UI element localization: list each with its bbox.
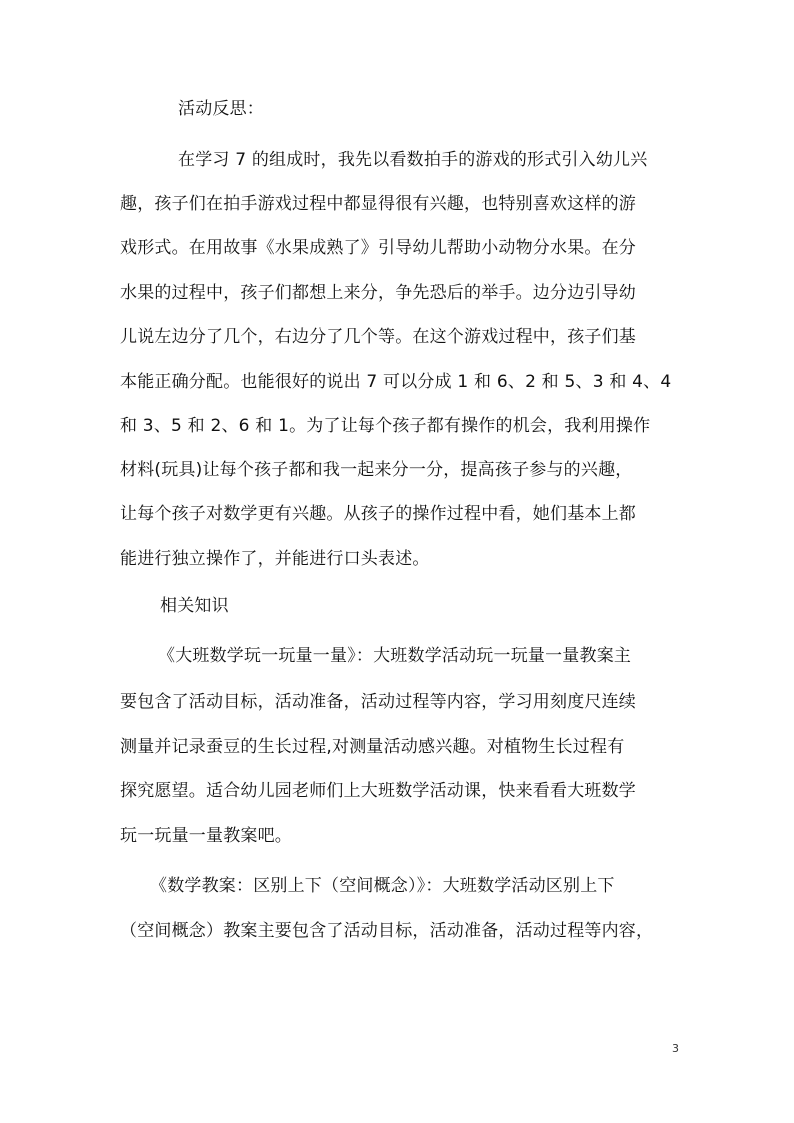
text-line: 材料(玩具)让每个孩子都和我一起来分一分，提高孩子参与的兴趣，	[120, 460, 633, 480]
text-line: 《大班数学玩一玩量一量》：大班数学活动玩一玩量一量教案主	[158, 646, 632, 666]
text-line: 水果的过程中，孩子们都想上来分，争先恐后的举手。边分边引导幼	[120, 283, 636, 303]
text-line: 本能正确分配。也能很好的说出 7 可以分成 1 和 6、2 和 5、3 和 4、4	[120, 372, 672, 392]
text-line: 儿说左边分了几个，右边分了几个等。在这个游戏过程中，孩子们基	[120, 327, 636, 347]
text-line: （空间概念）教案主要包含了活动目标，活动准备，活动过程等内容，	[120, 921, 654, 941]
text-line: 在学习 7 的组成时，我先以看数拍手的游戏的形式引入幼儿兴	[178, 150, 648, 170]
text-line: 活动反思：	[178, 99, 264, 119]
paragraph-line	[0, 688, 794, 716]
heading-activity-reflection	[0, 95, 794, 123]
paragraph-line	[0, 733, 794, 761]
paragraph-line	[0, 146, 794, 174]
paragraph-line	[0, 917, 794, 945]
page-number: 3	[672, 1042, 679, 1055]
paragraph-line	[0, 777, 794, 805]
paragraph-line	[0, 412, 794, 440]
paragraph-line	[0, 323, 794, 351]
paragraph-line	[0, 822, 794, 850]
text-line: 要包含了活动目标，活动准备，活动过程等内容，学习用刻度尺连续	[120, 692, 636, 712]
text-line: 测量并记录蚕豆的生长过程,对测量活动感兴趣。对植物生长过程有	[120, 737, 625, 757]
text-line: 能进行独立操作了，并能进行口头表述。	[120, 549, 430, 569]
text-line: 趣，孩子们在拍手游戏过程中都显得很有兴趣，也特别喜欢这样的游	[120, 194, 636, 214]
paragraph-line	[0, 279, 794, 307]
paragraph-line	[0, 545, 794, 573]
text-line: 相关知识	[160, 596, 229, 616]
paragraph-line	[0, 456, 794, 484]
text-line: 让每个孩子对数学更有兴趣。从孩子的操作过程中看，她们基本上都	[120, 504, 636, 524]
paragraph-line	[0, 872, 794, 900]
paragraph-line	[0, 368, 794, 396]
paragraph-line	[0, 234, 794, 262]
text-line: 玩一玩量一量教案吧。	[120, 826, 292, 846]
paragraph-line	[0, 642, 794, 670]
heading-related-knowledge	[0, 592, 794, 620]
text-line: 和 3、5 和 2、6 和 1。为了让每个孩子都有操作的机会，我利用操作	[120, 416, 651, 436]
text-line: 戏形式。在用故事《水果成熟了》引导幼儿帮助小动物分水果。在分	[120, 238, 636, 258]
text-line: 探究愿望。适合幼儿园老师们上大班数学活动课，快来看看大班数学	[120, 781, 636, 801]
text-line: 《数学教案：区别上下（空间概念）》：大班数学活动区别上下	[150, 876, 615, 896]
paragraph-line	[0, 190, 794, 218]
paragraph-line	[0, 500, 794, 528]
